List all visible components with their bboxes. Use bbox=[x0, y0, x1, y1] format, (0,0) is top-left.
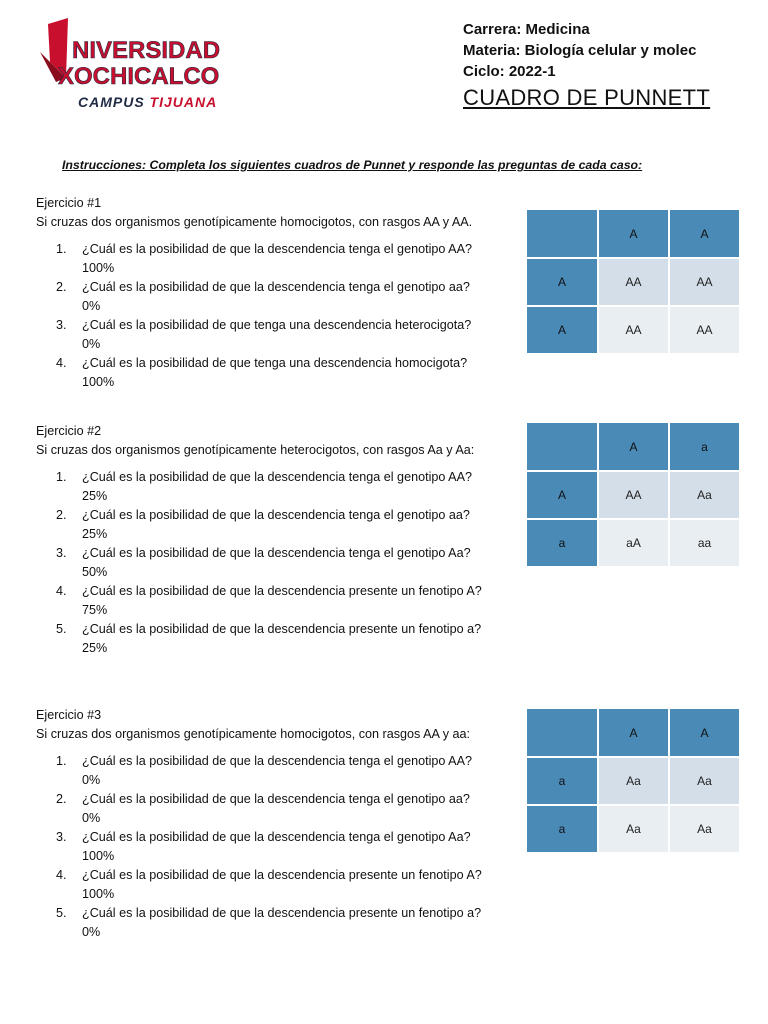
header-ciclo: Ciclo: 2022-1 bbox=[463, 63, 556, 80]
question-text: ¿Cuál es la posibilidad de que la descendencia tenga el genotipo aa? bbox=[82, 792, 470, 806]
logo-line1: NIVERSIDAD bbox=[72, 37, 221, 64]
exercise-3 bbox=[36, 706, 522, 942]
answer-text: 25% bbox=[82, 527, 108, 541]
question-number: 3. bbox=[56, 546, 67, 560]
question-number: 1. bbox=[56, 470, 67, 484]
question-number: 2. bbox=[56, 792, 67, 806]
question-text: ¿Cuál es la posibilidad de que la descendencia tenga el genotipo AA? bbox=[82, 754, 472, 768]
grid-cell: AA bbox=[670, 307, 739, 353]
logo-emblem bbox=[36, 18, 256, 98]
question-item bbox=[36, 544, 522, 582]
question-text: ¿Cuál es la posibilidad de que la descendencia tenga el genotipo Aa? bbox=[82, 546, 471, 560]
question-number: 2. bbox=[56, 508, 67, 522]
question-number: 4. bbox=[56, 868, 67, 882]
question-item bbox=[36, 468, 522, 506]
question-list bbox=[36, 468, 522, 658]
question-text: ¿Cuál es la posibilidad de que tenga una descendencia heterocigota? bbox=[82, 318, 472, 332]
logo-campus: CAMPUS bbox=[78, 94, 145, 110]
question-item bbox=[36, 316, 522, 354]
question-text: ¿Cuál es la posibilidad de que la descendencia tenga el genotipo Aa? bbox=[82, 830, 471, 844]
question-number: 5. bbox=[56, 622, 67, 636]
answer-text: 0% bbox=[82, 811, 101, 825]
answer-text: 25% bbox=[82, 641, 108, 655]
question-item bbox=[36, 752, 522, 790]
grid-row-header: A bbox=[527, 307, 597, 353]
grid-cell: Aa bbox=[670, 758, 739, 804]
answer-text: 0% bbox=[82, 337, 101, 351]
grid-cell: AA bbox=[599, 307, 668, 353]
question-text: ¿Cuál es la posibilidad de que la descendencia tenga el genotipo aa? bbox=[82, 508, 470, 522]
exercise-title: Ejercicio #1 bbox=[36, 196, 102, 210]
grid-corner bbox=[527, 709, 597, 756]
question-item bbox=[36, 790, 522, 828]
grid-cell: Aa bbox=[670, 806, 739, 852]
punnett-square-2 bbox=[525, 421, 741, 568]
question-item bbox=[36, 904, 522, 942]
question-list bbox=[36, 240, 522, 392]
question-number: 1. bbox=[56, 242, 67, 256]
grid-col-header: A bbox=[599, 709, 668, 756]
answer-text: 0% bbox=[82, 925, 101, 939]
question-number: 3. bbox=[56, 318, 67, 332]
answer-text: 0% bbox=[82, 773, 101, 787]
document-title: CUADRO DE PUNNETT bbox=[463, 85, 711, 110]
grid-col-header: A bbox=[599, 423, 668, 470]
grid-corner bbox=[527, 210, 597, 257]
question-item bbox=[36, 278, 522, 316]
logo-line2: XOCHICALCO bbox=[58, 63, 220, 90]
question-item bbox=[36, 506, 522, 544]
grid-row-header: a bbox=[527, 520, 597, 566]
grid-cell: Aa bbox=[670, 472, 739, 518]
exercise-description: Si cruzas dos organismos genotípicamente homocigotos, con rasgos AA y AA. bbox=[36, 215, 473, 229]
exercise-1 bbox=[36, 194, 522, 392]
instructions: Instrucciones: Completa los siguientes cuadros de Punnet y responde las preguntas de cada caso: bbox=[62, 158, 643, 172]
header-carrera: Carrera: Medicina bbox=[463, 21, 590, 38]
exercise-description: Si cruzas dos organismos genotípicamente homocigotos, con rasgos AA y aa: bbox=[36, 727, 471, 741]
question-text: ¿Cuál es la posibilidad de que la descendencia tenga el genotipo aa? bbox=[82, 280, 470, 294]
question-item bbox=[36, 828, 522, 866]
question-item bbox=[36, 866, 522, 904]
question-text: ¿Cuál es la posibilidad de que la descendencia tenga el genotipo AA? bbox=[82, 242, 472, 256]
answer-text: 100% bbox=[82, 261, 115, 275]
grid-col-header: A bbox=[599, 210, 668, 257]
grid-col-header: a bbox=[670, 423, 739, 470]
header-materia: Materia: Biología celular y molec bbox=[463, 42, 697, 59]
question-number: 5. bbox=[56, 906, 67, 920]
question-item bbox=[36, 354, 522, 392]
exercise-2 bbox=[36, 422, 522, 658]
logo-city: TIJUANA bbox=[149, 94, 218, 110]
grid-cell: Aa bbox=[599, 806, 668, 852]
exercise-title: Ejercicio #2 bbox=[36, 424, 102, 438]
question-number: 1. bbox=[56, 754, 67, 768]
header-info bbox=[463, 19, 710, 111]
question-number: 4. bbox=[56, 584, 67, 598]
answer-text: 25% bbox=[82, 489, 108, 503]
question-text: ¿Cuál es la posibilidad de que la descendencia presente un fenotipo a? bbox=[82, 622, 482, 636]
university-logo bbox=[36, 18, 256, 114]
grid-cell: aa bbox=[670, 520, 739, 566]
answer-text: 75% bbox=[82, 603, 108, 617]
exercise-title: Ejercicio #3 bbox=[36, 708, 102, 722]
grid-row-header: A bbox=[527, 472, 597, 518]
answer-text: 0% bbox=[82, 299, 101, 313]
answer-text: 50% bbox=[82, 565, 108, 579]
question-item bbox=[36, 620, 522, 658]
grid-cell: AA bbox=[599, 259, 668, 305]
question-text: ¿Cuál es la posibilidad de que la descendencia tenga el genotipo AA? bbox=[82, 470, 472, 484]
question-text: ¿Cuál es la posibilidad de que la descendencia presente un fenotipo A? bbox=[82, 868, 482, 882]
answer-text: 100% bbox=[82, 849, 115, 863]
answer-text: 100% bbox=[82, 375, 115, 389]
punnett-square-3 bbox=[525, 707, 741, 854]
grid-col-header: A bbox=[670, 210, 739, 257]
question-item bbox=[36, 240, 522, 278]
grid-col-header: A bbox=[670, 709, 739, 756]
grid-corner bbox=[527, 423, 597, 470]
grid-row-header: a bbox=[527, 806, 597, 852]
question-number: 2. bbox=[56, 280, 67, 294]
grid-row-header: A bbox=[527, 259, 597, 305]
question-text: ¿Cuál es la posibilidad de que tenga una descendencia homocigota? bbox=[82, 356, 468, 370]
grid-cell: AA bbox=[599, 472, 668, 518]
grid-cell: Aa bbox=[599, 758, 668, 804]
question-list bbox=[36, 752, 522, 942]
question-item bbox=[36, 582, 522, 620]
grid-cell: AA bbox=[670, 259, 739, 305]
question-number: 3. bbox=[56, 830, 67, 844]
question-text: ¿Cuál es la posibilidad de que la descendencia presente un fenotipo a? bbox=[82, 906, 482, 920]
question-text: ¿Cuál es la posibilidad de que la descendencia presente un fenotipo A? bbox=[82, 584, 482, 598]
grid-cell: aA bbox=[599, 520, 668, 566]
question-number: 4. bbox=[56, 356, 67, 370]
grid-row-header: a bbox=[527, 758, 597, 804]
exercise-description: Si cruzas dos organismos genotípicamente heterocigotos, con rasgos Aa y Aa: bbox=[36, 443, 475, 457]
punnett-square-1 bbox=[525, 208, 741, 355]
logo-campus-line bbox=[78, 94, 217, 110]
answer-text: 100% bbox=[82, 887, 115, 901]
